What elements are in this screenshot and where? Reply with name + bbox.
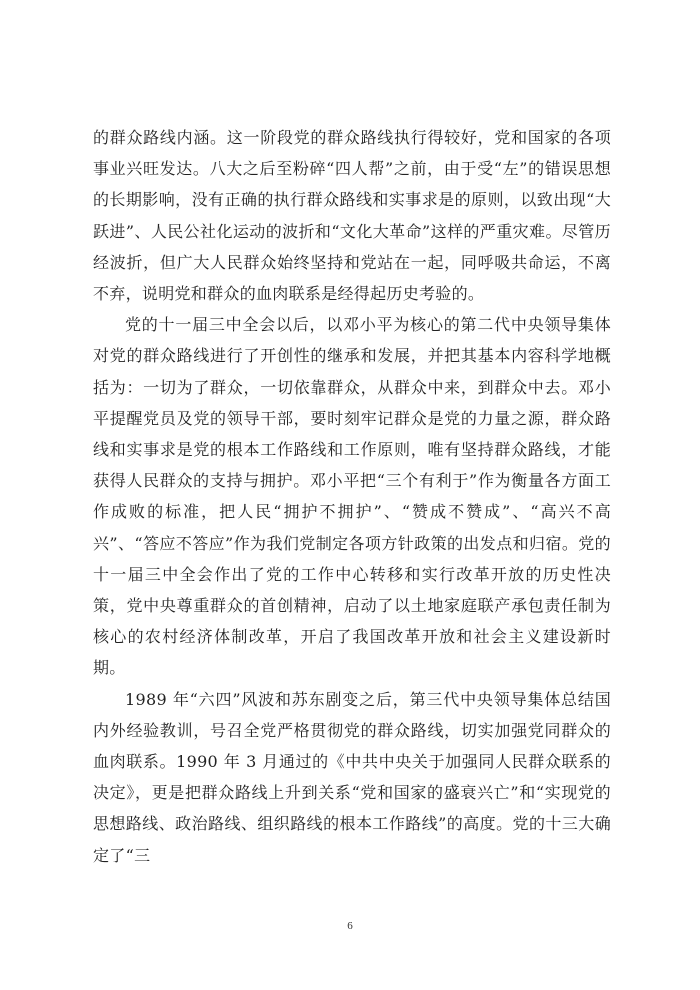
paragraph-3: 1989 年“六四”风波和苏东剧变之后，第三代中央领导集体总结国内外经验教训，号召全党严格贯彻党的群众路线，切实加强党同群众的血肉联系。1990 年 3 月通过的《中共中央关于加强同人民群众联系的决定》，更是把群众路线上升到关系“党和国家的盛衰兴亡”和“实现党的思想路线、政治路线、组织路线的根本工作路线”的高度。党的十三大确定了“三 [93, 689, 611, 865]
paragraph-1: 的群众路线内涵。这一阶段党的群众路线执行得较好，党和国家的各项事业兴旺发达。八大之后至粉碎“四人帮”之前，由于受“左”的错误思想的长期影响，没有正确的执行群众路线和实事求是的原则，以致出现“大跃进”、人民公社化运动的波折和“文化大革命”这样的严重灾难。尽管历经波折，但广大人民群众始终坚持和党站在一起，同呼吸共命运，不离不弃，说明党和群众的血肉联系是经得起历史考验的。 [93, 128, 611, 304]
text-body [93, 122, 611, 871]
page-number: 6 [347, 920, 353, 932]
paragraph-2: 党的十一届三中全会以后，以邓小平为核心的第二代中央领导集体对党的群众路线进行了开创性的继承和发展，并把其基本内容科学地概括为：一切为了群众，一切依靠群众，从群众中来，到群众中去。邓小平提醒党员及党的领导干部，要时刻牢记群众是党的力量之源，群众路线和实事求是党的根本工作路线和工作原则，唯有坚持群众路线，才能获得人民群众的支持与拥护。邓小平把“三个有利于”作为衡量各方面工作成败的标准，把人民“拥护不拥护”、“赞成不赞成”、“高兴不高兴”、“答应不答应”作为我们党制定各项方针政策的出发点和归宿。党的十一届三中全会作出了党的工作中心转移和实行改革开放的历史性决策，党中央尊重群众的首创精神，启动了以土地家庭联产承包责任制为核心的农村经济体制改革，开启了我国改革开放和社会主义建设新时期。 [93, 315, 611, 678]
